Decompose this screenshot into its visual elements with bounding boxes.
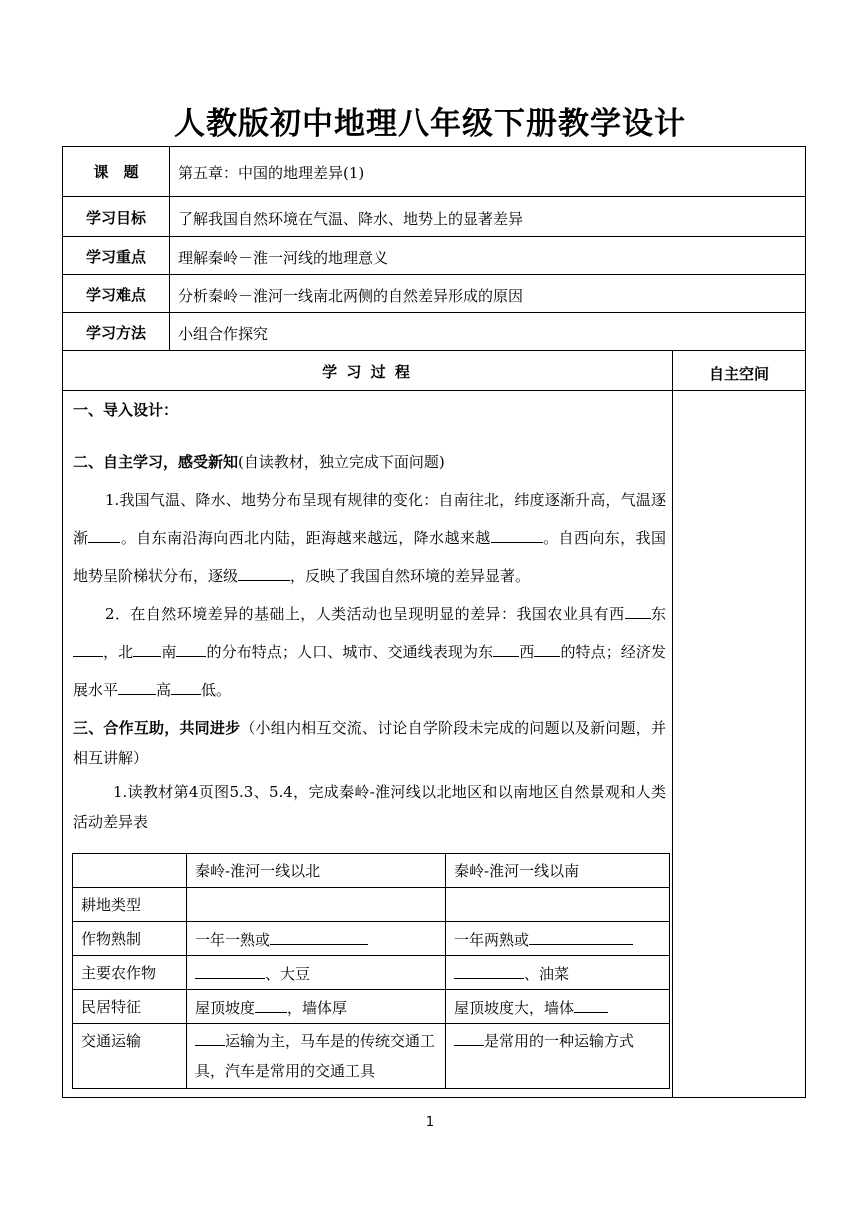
answer-blank[interactable] [491, 526, 543, 543]
section-intro-heading: 一、导入设计： [73, 401, 179, 419]
section-self-study-note: (自读教材，独立完成下面问题) [238, 453, 445, 471]
answer-blank[interactable] [238, 564, 290, 581]
value-topic: 第五章：中国的地理差异(1) [178, 164, 365, 182]
cell-text: 、油菜 [524, 964, 570, 983]
answer-blank[interactable] [574, 996, 608, 1013]
section-cooperation-note: （小组内相互交流、讨论自学阶段未完成的问题以及新问题，并相互讲解） [73, 719, 666, 767]
process-header: 学 习 过 程 [322, 363, 412, 381]
row-divider [62, 274, 806, 275]
table-cell [187, 956, 446, 990]
row-label-housing: 民居特征 [73, 990, 187, 1024]
row-divider [62, 350, 806, 351]
cell-text: 是常用的一种运输方式 [484, 1032, 635, 1050]
answer-blank[interactable] [454, 962, 524, 979]
answer-blank[interactable] [195, 1029, 225, 1046]
question-1-text: ，反映了我国自然环境的差异显著。 [290, 567, 531, 585]
answer-blank[interactable] [118, 678, 156, 695]
answer-cell[interactable] [446, 888, 670, 922]
row-label-transport: 交通运输 [73, 1024, 187, 1089]
answer-cell[interactable] [187, 888, 446, 922]
cell-text: 屋顶坡度 [195, 998, 256, 1017]
question-2-text: 西 [519, 643, 535, 661]
cell-text: 屋顶坡度大，墙体 [454, 998, 575, 1017]
question-2-text: 的分布特点；人口、城市、交通线表现为东 [206, 643, 494, 661]
question-2-text: 低。 [201, 681, 232, 699]
question-2-text: 高 [156, 681, 172, 699]
table-corner-cell [73, 854, 187, 888]
table-cell [187, 1024, 446, 1089]
answer-blank[interactable] [493, 640, 519, 657]
table-cell [446, 1024, 670, 1089]
label-objective: 学习目标 [85, 209, 146, 227]
question-1-text: 。自西向东，我国地势呈阶梯状分布，逐级 [73, 529, 666, 585]
question-1-text: 1.我国气温、降水、地势分布呈现有规律的变化：自南往北，纬度逐渐升高，气温逐渐 [73, 491, 666, 547]
question-2 [73, 595, 666, 709]
cell-text: 、大豆 [265, 964, 311, 983]
column-header-south: 秦岭-淮河一线以南 [446, 854, 670, 888]
row-divider [62, 196, 806, 197]
answer-blank[interactable] [171, 678, 201, 695]
question-2-text: 的特点；经济发展水平 [73, 643, 666, 699]
cell-text: 运输为主，马车是的传统交通工具，汽车是常用的交通工具 [195, 1032, 436, 1080]
answer-blank[interactable] [176, 640, 206, 657]
answer-blank[interactable] [454, 1029, 484, 1046]
question-2-text: 南 [161, 643, 177, 661]
label-difficulty: 学习难点 [85, 286, 146, 304]
question-2-text: 东 [650, 605, 666, 623]
label-topic: 课 题 [93, 163, 139, 181]
row-label-farmland: 耕地类型 [73, 888, 187, 922]
value-objective: 了解我国自然环境在气温、降水、地势上的显著差异 [178, 210, 524, 228]
label-method: 学习方法 [85, 324, 146, 342]
north-south-comparison-table [72, 853, 670, 1089]
answer-blank[interactable] [270, 928, 368, 945]
section-cooperation-heading: 三、合作互助，共同进步 [73, 719, 241, 737]
question-1-text: 。自东南沿海向西北内陆，距海越来越远，降水越来越 [120, 529, 491, 547]
row-label-cropping: 作物熟制 [73, 922, 187, 956]
cell-text: 一年一熟或 [195, 930, 271, 949]
document-title: 人教版初中地理八年级下册教学设计 [174, 106, 686, 142]
value-method: 小组合作探究 [178, 325, 269, 343]
section-self-study [73, 443, 666, 481]
cell-text: 一年两熟或 [454, 930, 530, 949]
row-divider [62, 312, 806, 313]
row-label-crops: 主要农作物 [73, 956, 187, 990]
table-cell [446, 922, 670, 956]
answer-blank[interactable] [73, 640, 103, 657]
row-divider [62, 236, 806, 237]
question-3: 1.读教材第4页图5.3、5.4，完成秦岭-淮河线以北地区和以南地区自然景观和人类活动差异表 [73, 783, 666, 831]
answer-blank[interactable] [529, 928, 633, 945]
table-cell [187, 922, 446, 956]
column-divider [672, 350, 673, 1098]
section-cooperation [73, 713, 666, 773]
column-divider [169, 146, 170, 350]
cell-text: ，墙体厚 [287, 998, 348, 1017]
answer-blank[interactable] [88, 526, 120, 543]
table-cell [446, 956, 670, 990]
table-cell [446, 990, 670, 1024]
self-study-space-header: 自主空间 [708, 365, 769, 383]
answer-blank[interactable] [534, 640, 560, 657]
answer-blank[interactable] [195, 962, 265, 979]
column-header-north: 秦岭-淮河一线以北 [187, 854, 446, 888]
question-2-text: ，北 [103, 643, 134, 661]
answer-blank[interactable] [625, 602, 651, 619]
answer-blank[interactable] [133, 640, 161, 657]
question-2-text: 2．在自然环境差异的基础上，人类活动也呈现明显的差异：我国农业具有西 [105, 605, 625, 623]
answer-blank[interactable] [255, 996, 287, 1013]
value-key-point: 理解秦岭－淮一河线的地理意义 [178, 249, 389, 267]
value-difficulty: 分析秦岭－淮河一线南北两侧的自然差异形成的原因 [178, 287, 524, 305]
section-self-study-heading: 二、自主学习，感受新知 [73, 453, 239, 471]
label-key-point: 学习重点 [85, 248, 146, 266]
learning-process-content [73, 391, 666, 837]
page-number: 1 [425, 1115, 435, 1130]
table-cell [187, 990, 446, 1024]
spacer [73, 429, 666, 443]
question-1 [73, 481, 666, 595]
